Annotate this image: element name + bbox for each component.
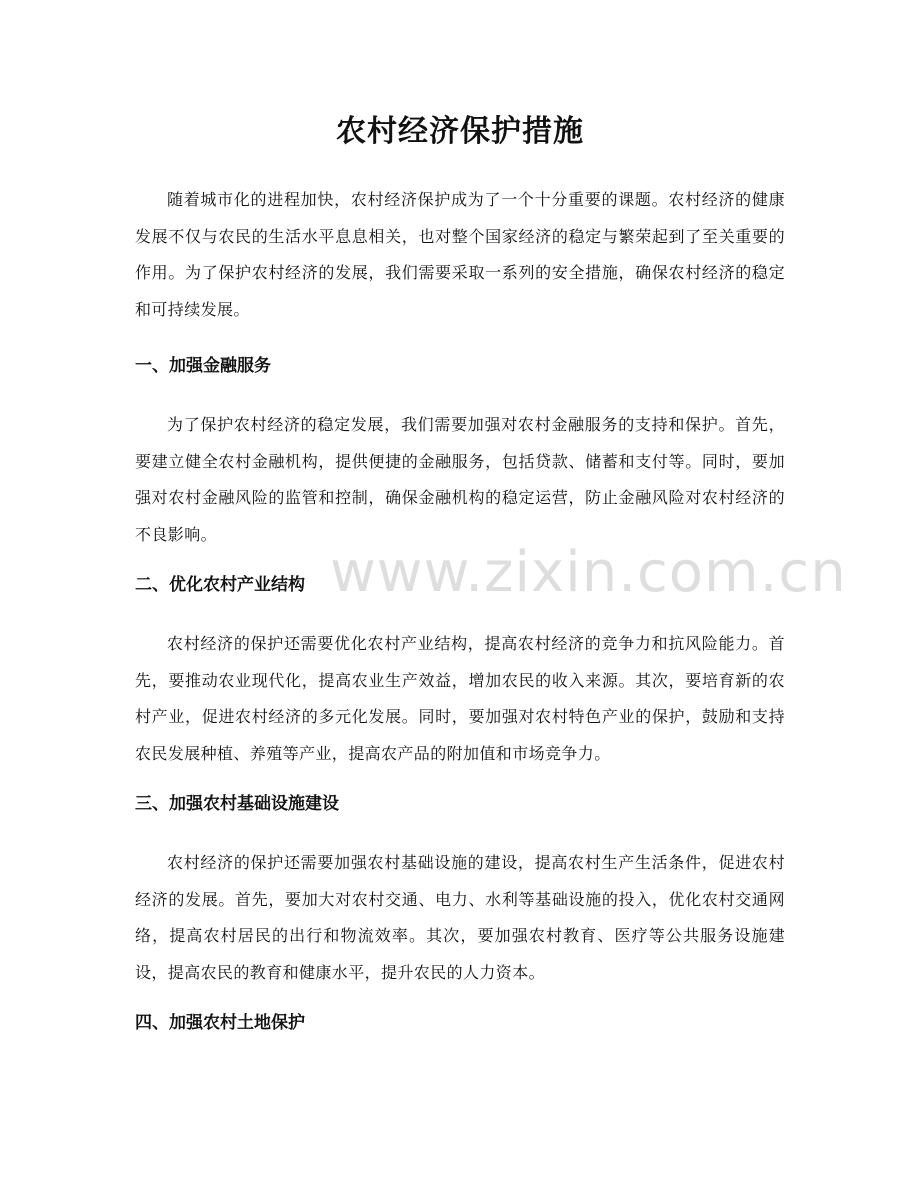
section-3-heading: 三、加强农村基础设施建设 <box>135 794 339 814</box>
section-3-paragraph: 农村经济的保护还需要加强农村基础设施的建设，提高农村生产生活条件，促进农村经济的发展。首先，要加大对农村交通、电力、水利等基础设施的投入，优化农村交通网络，提高农村居民的出行和物流效率。其次，要加强农村教育、医疗等公共服务设施建设，提高农民的教育和健康水平，提升农民的人力资本。 <box>135 853 785 982</box>
document-title: 农村经济保护措施 <box>336 114 584 149</box>
section-1-heading: 一、加强金融服务 <box>135 356 271 376</box>
section-2-paragraph: 农村经济的保护还需要优化农村产业结构，提高农村经济的竞争力和抗风险能力。首先，要推动农业现代化，提高农业生产效益，增加农民的收入来源。其次，要培育新的农村产业，促进农村经济的多元化发展。同时，要加强对农村特色产业的保护，鼓励和支持农民发展种植、养殖等产业，提高农产品的附加值和市场竞争力。 <box>135 634 785 763</box>
watermark: www.zixin.com.cn <box>330 540 847 605</box>
section-1-paragraph: 为了保护农村经济的稳定发展，我们需要加强对农村金融服务的支持和保护。首先，要建立健全农村金融机构，提供便捷的金融服务，包括贷款、储蓄和支付等。同时，要加强对农村金融风险的监管和控制，确保金融机构的稳定运营，防止金融风险对农村经济的不良影响。 <box>135 415 785 544</box>
section-2-heading: 二、优化农村产业结构 <box>135 575 305 595</box>
section-4-heading: 四、加强农村土地保护 <box>135 1013 305 1033</box>
document-content <box>135 100 785 1041</box>
intro-paragraph: 随着城市化的进程加快，农村经济保护成为了一个十分重要的课题。农村经济的健康发展不仅与农民的生活水平息息相关，也对整个国家经济的稳定与繁荣起到了至关重要的作用。为了保护农村经济的发展，我们需要采取一系列的安全措施，确保农村经济的稳定和可持续发展。 <box>135 190 785 319</box>
